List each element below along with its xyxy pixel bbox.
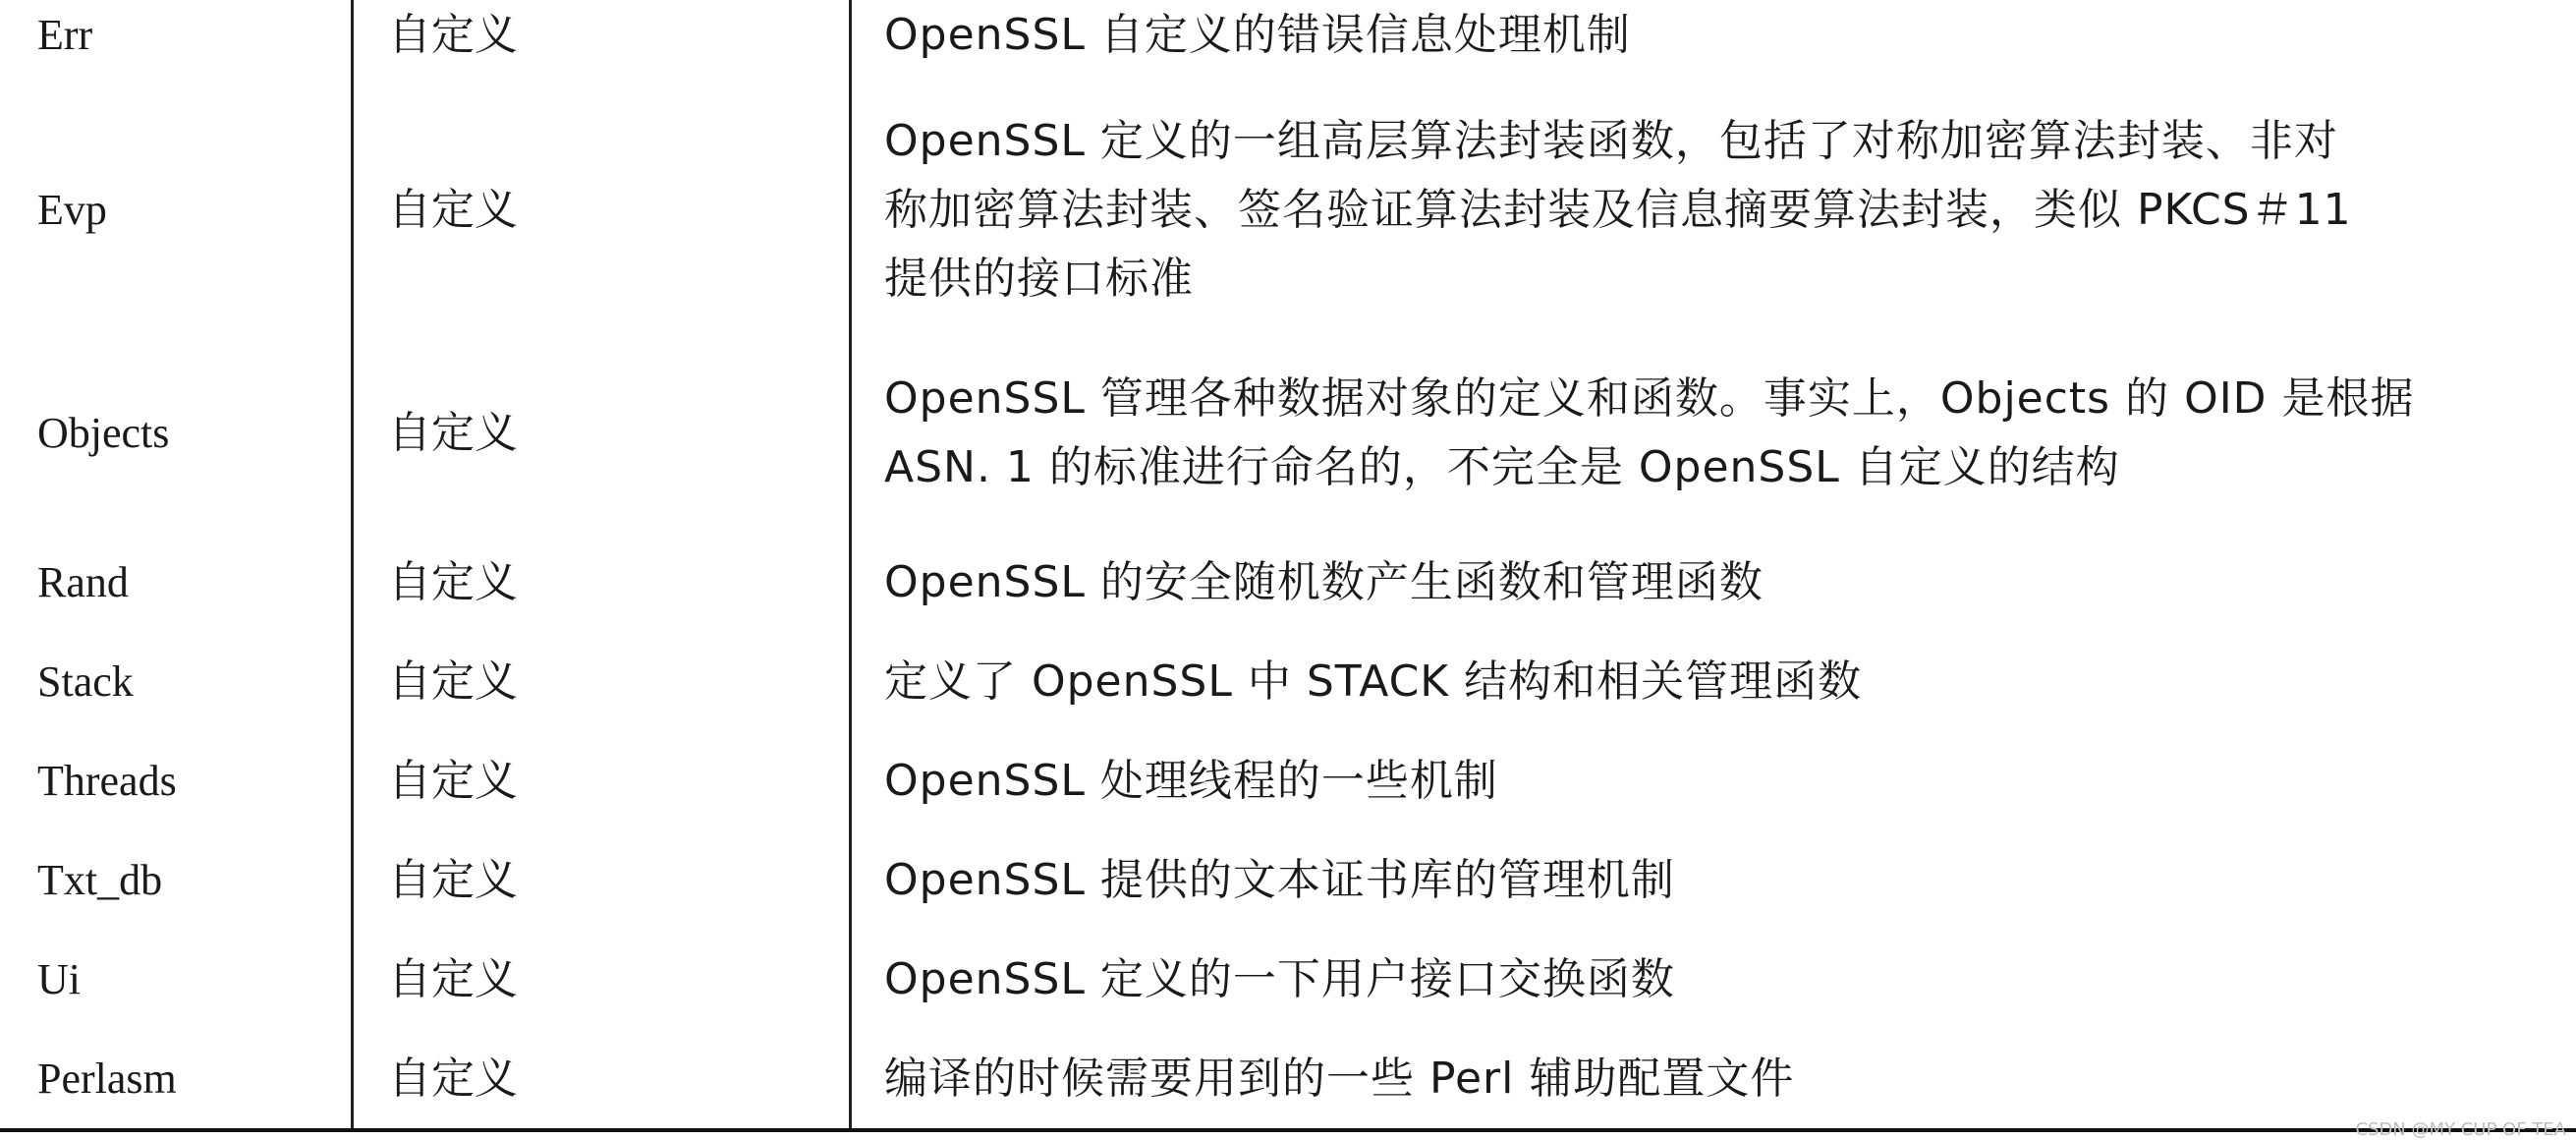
module-type: 自定义	[388, 756, 518, 806]
module-type: 自定义	[388, 656, 518, 707]
module-name: Stack	[37, 657, 134, 706]
module-description	[884, 364, 2545, 503]
table-row	[0, 647, 2576, 717]
table-row	[0, 944, 2576, 1015]
module-type: 自定义	[388, 954, 518, 1004]
description-line: OpenSSL 管理各种数据对象的定义和函数。事实上，Objects 的 OID 是根据	[884, 373, 2415, 424]
module-type: 自定义	[388, 10, 518, 60]
description-line: ASN. 1 的标准进行命名的，不完全是 OpenSSL 自定义的结构	[884, 442, 2120, 492]
table-row	[0, 746, 2576, 817]
module-type: 自定义	[388, 557, 518, 607]
module-type: 自定义	[388, 408, 518, 458]
module-description: OpenSSL 的安全随机数产生函数和管理函数	[884, 557, 1764, 607]
module-type: 自定义	[388, 1054, 518, 1104]
module-name: Ui	[37, 955, 81, 1003]
module-name: Err	[37, 11, 93, 59]
module-description: OpenSSL 提供的文本证书库的管理机制	[884, 855, 1675, 905]
description-line: 提供的接口标准	[884, 254, 1194, 304]
module-name: Evp	[37, 186, 107, 234]
description-line: OpenSSL 定义的一组高层算法封装函数，包括了对称加密算法封装、非对	[884, 116, 2338, 166]
module-description: 编译的时候需要用到的一些 Perl 辅助配置文件	[884, 1054, 1795, 1104]
description-line: 称加密算法封装、签名验证算法封装及信息摘要算法封装，类似 PKCS＃11	[884, 185, 2352, 235]
module-name: Perlasm	[37, 1054, 177, 1103]
module-description: OpenSSL 定义的一下用户接口交换函数	[884, 954, 1675, 1004]
module-name: Threads	[37, 757, 177, 805]
watermark: CSDN @MY CUP OF TEA	[2355, 1119, 2566, 1140]
table-row	[0, 106, 2576, 314]
table-row	[0, 845, 2576, 916]
table-row	[0, 0, 2576, 71]
module-name: Txt_db	[37, 856, 163, 904]
table-row	[0, 1044, 2576, 1114]
table-row	[0, 547, 2576, 618]
module-description: OpenSSL 自定义的错误信息处理机制	[884, 10, 1631, 60]
module-name: Rand	[37, 558, 129, 606]
module-type: 自定义	[388, 855, 518, 905]
module-description: OpenSSL 处理线程的一些机制	[884, 756, 1498, 806]
module-description: 定义了 OpenSSL 中 STACK 结构和相关管理函数	[884, 656, 1863, 707]
module-description	[884, 106, 2545, 314]
table-bottom-rule	[0, 1128, 2576, 1132]
table-row	[0, 364, 2576, 503]
module-type: 自定义	[388, 185, 518, 235]
module-name: Objects	[37, 409, 170, 457]
